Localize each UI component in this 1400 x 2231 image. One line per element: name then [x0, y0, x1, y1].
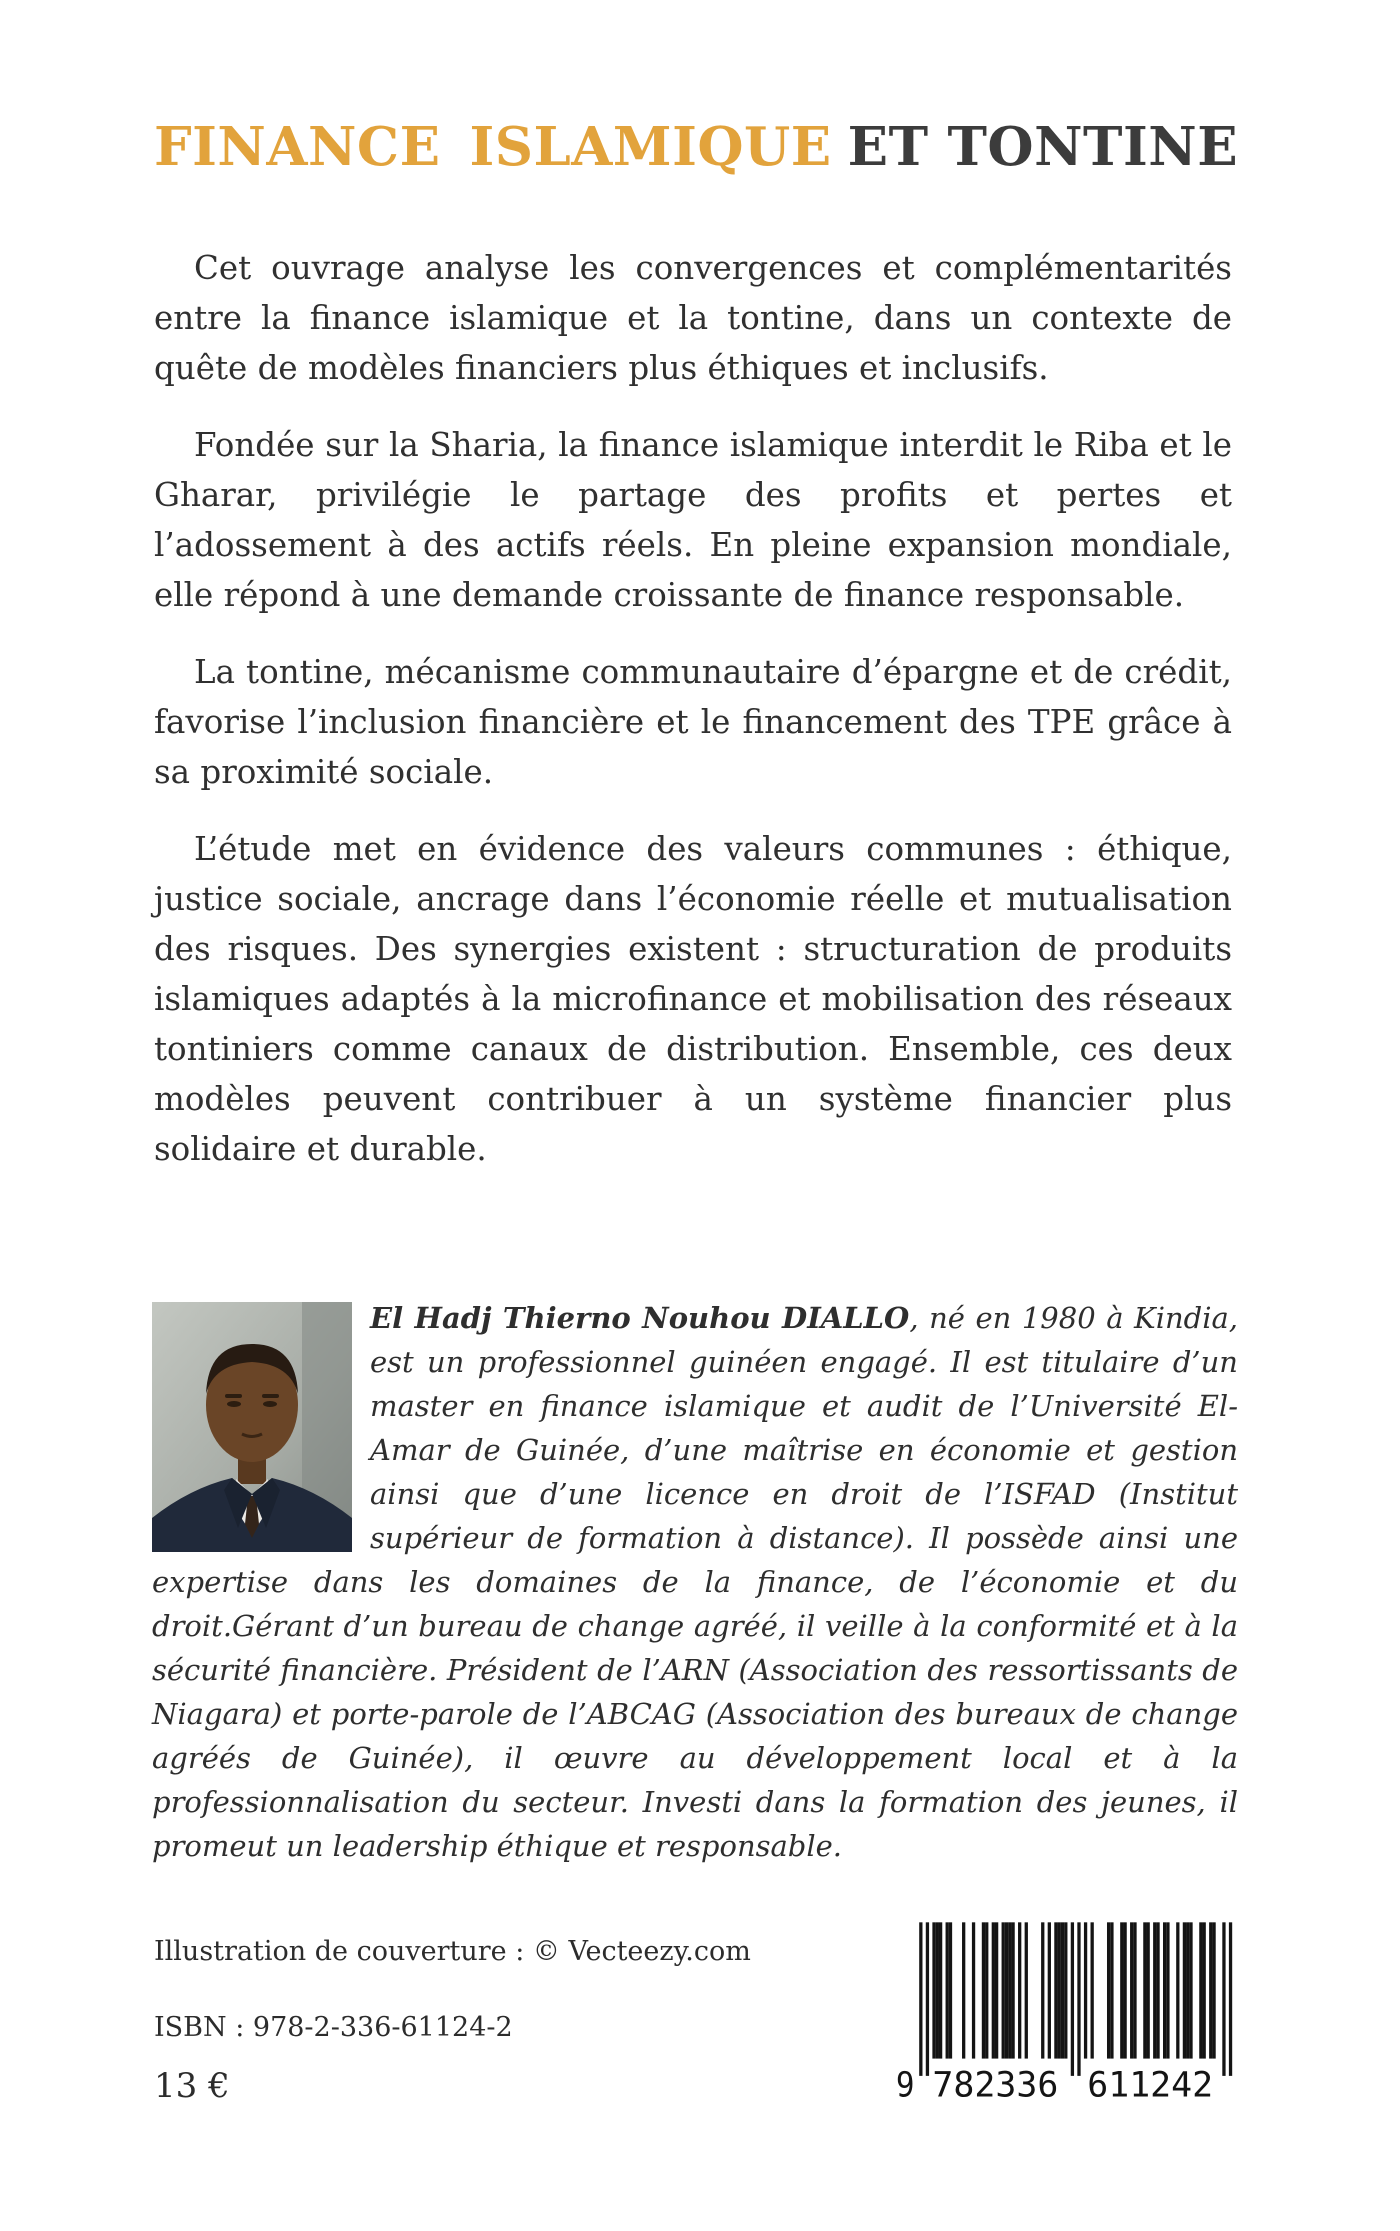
author-bio-rest: , né en 1980 à Kindia, est un professionnel guinéen engagé. Il est titulaire d’un master en finance islamique et audit de l’Université El-Amar de Guinée, d’une maîtrise en économie et gestion ainsi que d’une licence en droit de l’ISFAD (Institut supérieur de formation à distance). Il possède ainsi une expertise dans les domaines de la finance, de l’économie et du droit.Gérant d’un bureau de change agréé, il veille à la conformité et à la sécurité financière. Président de l’ARN (Association des ressortissants de Niagara) et porte-parole de l’ABCAG (Association des bureaux de change agréés de Guinée), il œuvre au développement local et à la professionnalisation du secteur. Investi dans la formation des jeunes, il promeut un leadership éthique et responsable.	[152, 1301, 1239, 1863]
author-bio-section	[152, 1296, 1238, 1868]
synopsis-paragraph-3: La tontine, mécanisme communautaire d’épargne et de crédit, favorise l’inclusion financière et le financement des TPE grâce à sa proximité sociale.	[154, 653, 1232, 791]
author-portrait-image	[152, 1302, 352, 1552]
title-et-tontine: ET TONTINE	[847, 116, 1239, 178]
barcode-image	[894, 1918, 1238, 2104]
synopsis-paragraph-1: Cet ouvrage analyse les convergences et complémentarités entre la finance islamique et la tontine, dans un contexte de quête de modèles financiers plus éthiques et inclusifs.	[154, 249, 1232, 387]
svg-text:782336: 782336	[932, 2064, 1059, 2104]
author-photo	[152, 1302, 352, 1552]
ean13-barcode	[894, 1918, 1238, 2104]
title-finance-islamique: FINANCE ISLAMIQUE	[154, 116, 832, 178]
price-text: 13 €	[154, 2066, 230, 2106]
synopsis	[154, 243, 1232, 1201]
book-title	[154, 116, 1239, 178]
svg-text:9: 9	[895, 2064, 915, 2104]
svg-text:611242: 611242	[1087, 2064, 1214, 2104]
isbn-text: ISBN : 978-2-336-61124-2	[154, 2012, 513, 2043]
illustration-credit: Illustration de couverture : © Vecteezy.com	[154, 1936, 751, 1967]
author-name: El Hadj Thierno Nouhou DIALLO	[370, 1301, 910, 1335]
synopsis-paragraph-4: L’étude met en évidence des valeurs communes : éthique, justice sociale, ancrage dans l’économie réelle et mutualisation des risques. Des synergies existent : structuration de produits islamiques adaptés à la microfinance et mobilisation des réseaux tontiniers comme canaux de distribution. Ensemble, ces deux modèles peuvent contribuer à un système financier plus solidaire et durable.	[154, 830, 1232, 1168]
synopsis-paragraph-2: Fondée sur la Sharia, la finance islamique interdit le Riba et le Gharar, privilégie le partage des profits et pertes et l’adossement à des actifs réels. En pleine expansion mondiale, elle répond à une demande croissante de finance responsable.	[154, 426, 1232, 614]
